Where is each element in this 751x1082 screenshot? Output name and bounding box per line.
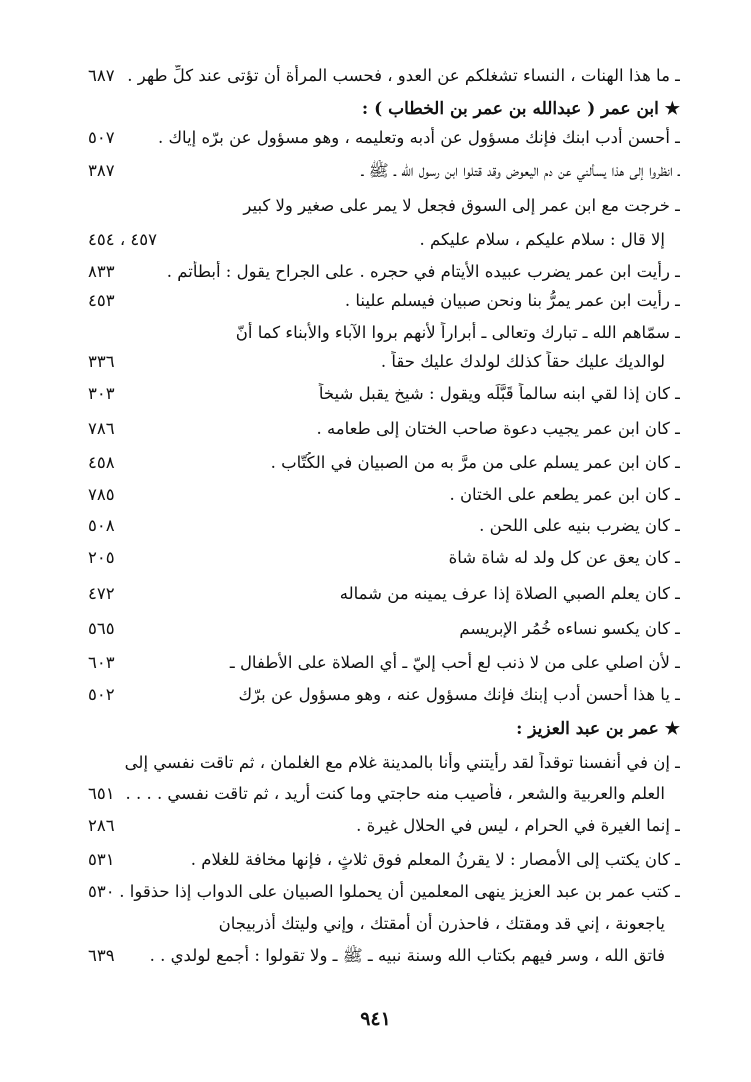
index-entry: ـ أحسن أدب ابنك فإنك مسؤول عن أدبه وتعليمه ، وهو مسؤول عن برّه إياك .	[157, 128, 680, 147]
index-entry: ـ كان ابن عمر يطعم على الختان .	[449, 485, 680, 504]
index-entry: ـ كان إذا لقي ابنه سالماً قَبَّلَه ويقول : شيخ يقبل شيخاً	[318, 384, 680, 403]
page-reference: ٢٠٥	[88, 548, 115, 567]
index-entry: ـ إنما الغيرة في الحرام ، ليس في الحلال غيرة .	[356, 816, 680, 835]
index-entry: ـ خرجت مع ابن عمر إلى السوق فجعل لا يمر على صغير ولا كبير	[243, 196, 680, 215]
section-heading-ibn-umar: ★ ابن عمر ( عبدالله بن عمر بن الخطاب ) :	[361, 99, 680, 119]
index-entry-continuation: فاتق الله ، وسر فيهم بكتاب الله وسنة نبيه ـ ﷺ ـ ولا تقولوا : أجمع لولدي . .	[149, 946, 665, 965]
index-entry-continuation: العلم والعربية والشعر ، فأصيب منه حاجتي وما كنت أريد ، ثم تاقت نفسي . . . .	[125, 784, 665, 803]
page-reference: ٥٠٢	[88, 685, 115, 704]
page-reference: ٤٥٧ ، ٤٥٤	[88, 230, 158, 249]
page-reference: ٥٠٧	[88, 128, 115, 147]
page-reference: ٦٥١	[88, 784, 115, 803]
page-reference: ٥٣١	[88, 850, 115, 869]
page-reference: ٣٠٣	[88, 384, 115, 403]
page-reference: ٦٣٩	[88, 946, 115, 965]
page-reference: ٥٣٠	[88, 882, 115, 901]
index-entry: ـ ما هذا الهنات ، النساء تشغلكم عن العدو ، فحسب المرأة أن تؤتى عند كلِّ طهر .	[127, 66, 680, 85]
index-entry: ـ إن في أنفسنا توقداً لقد رأيتني وأنا بالمدينة غلام مع الغلمان ، ثم تاقت نفسي إلى	[124, 753, 680, 772]
page-reference: ٥٠٨	[88, 516, 115, 535]
page-reference: ٨٣٣	[88, 262, 115, 281]
page-reference: ٤٥٣	[88, 291, 115, 310]
page-reference: ٣٣٦	[88, 352, 115, 371]
page-reference: ٣٨٧	[88, 161, 115, 180]
page-reference: ٦٨٧	[88, 66, 115, 85]
index-entry-continuation: ياجعونة ، إني قد ومقتك ، فاحذرن أن أمقتك ، وإني وليتك أذربيجان	[218, 914, 665, 933]
section-heading-umar-abdulaziz: ★ عمر بن عبد العزيز :	[516, 719, 680, 739]
index-entry: ـ كان ابن عمر يجيب دعوة صاحب الختان إلى طعامه .	[316, 419, 680, 438]
index-entry: ـ كان يعلم الصبي الصلاة إذا عرف يمينه من شماله	[339, 584, 680, 603]
index-entry: ـ كان يكتب إلى الأمصار : لا يقرنُ المعلم فوق ثلاثٍ ، فإنها مخافة للغلام .	[190, 850, 680, 869]
index-entry: ـ كتب عمر بن عبد العزيز ينهى المعلمين أن يحملوا الصبيان على الدواب إذا حذقوا .	[119, 882, 680, 901]
page-reference: ٤٥٨	[88, 453, 115, 472]
page-number: ٩٤١	[360, 1008, 391, 1030]
index-entry-continuation: إلا قال : سلام عليكم ، سلام عليكم .	[419, 230, 665, 249]
index-entry: ـ يا هذا أحسن أدب إبنك فإنك مسؤول عنه ، وهو مسؤول عن برّك	[238, 685, 680, 704]
page-reference: ٥٦٥	[88, 619, 115, 638]
index-entry: ـ سمّاهم الله ـ تبارك وتعالى ـ أبراراً لأنهم بروا الآباء والأبناء كما أنّ	[235, 323, 680, 342]
page-reference: ٤٧٢	[88, 584, 115, 603]
page-reference: ٢٨٦	[88, 816, 115, 835]
index-entry: ـ لأن اصلي على من لا ذنب لع أحب إليّ ـ أي الصلاة على الأطفال ـ	[229, 653, 680, 672]
index-entry: ـ رأيت ابن عمر يضرب عبيده الأيتام في حجره . على الجراح يقول : أبطأتم .	[166, 262, 680, 281]
index-entry: ـ كان يكسو نساءه خُمُر الإبريسم	[459, 619, 680, 638]
page-reference: ٦٠٣	[88, 653, 115, 672]
index-entry-continuation: لوالديك عليك حقاً كذلك لولدك عليك حقاً .	[380, 352, 665, 371]
index-entry: ـ كان يضرب بنيه على اللحن .	[479, 516, 680, 535]
index-entry: ـ كان يعق عن كل ولد له شاة شاة	[448, 548, 680, 567]
page-reference: ٧٨٥	[88, 485, 115, 504]
page-reference: ٧٨٦	[88, 419, 115, 438]
index-entry: ـ رأيت ابن عمر يمرُّ بنا ونحن صبيان فيسلم علينا .	[344, 291, 680, 310]
index-entry: ـ انظروا إلى هذا يسألني عن دم اليعوض وقد قتلوا ابن رسول الله ـ ﷺ ـ	[361, 161, 680, 180]
index-entry: ـ كان ابن عمر يسلم على من مرَّ به من الصبيان في الكُتّاب .	[270, 453, 680, 472]
